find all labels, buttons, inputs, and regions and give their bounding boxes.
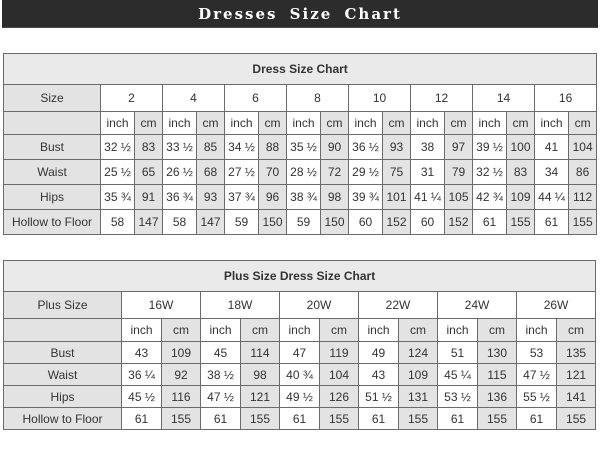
- unit-header-inch: inch: [438, 319, 478, 342]
- measurement-cell-cm: 104: [569, 135, 597, 160]
- measurement-cell-cm: 155: [507, 210, 535, 235]
- measurement-cell-inch: 45 ¼: [438, 364, 478, 386]
- measurement-cell-cm: 150: [321, 210, 349, 235]
- measurement-cell-inch: 39 ½: [473, 135, 507, 160]
- size-header: 8: [287, 85, 349, 112]
- measurement-cell-cm: 85: [197, 135, 225, 160]
- measurement-cell-inch: 38: [411, 135, 445, 160]
- measurement-cell-inch: 38 ¾: [287, 185, 321, 210]
- measurement-cell-inch: 40 ¾: [280, 364, 320, 386]
- measurement-cell-cm: 152: [445, 210, 473, 235]
- unit-row-spacer: [4, 112, 101, 135]
- tables-container: [3, 53, 597, 430]
- measurement-cell-inch: 36 ¼: [122, 364, 162, 386]
- size-header: 4: [163, 85, 225, 112]
- row-label: Bust: [4, 135, 101, 160]
- unit-header-cm: cm: [135, 112, 163, 135]
- measurement-cell-inch: 61: [438, 408, 478, 430]
- measurement-cell-inch: 60: [349, 210, 383, 235]
- measurement-cell-inch: 47 ½: [517, 364, 557, 386]
- unit-header-inch: inch: [225, 112, 259, 135]
- row-label: Hollow to Floor: [4, 408, 122, 430]
- page-title: Dresses Size Chart: [198, 4, 402, 23]
- row-label: Waist: [4, 160, 101, 185]
- plus-size-chart-table: [3, 260, 596, 430]
- measurement-cell-cm: 147: [135, 210, 163, 235]
- size-header: 2: [101, 85, 163, 112]
- row-label: Waist: [4, 364, 122, 386]
- measurement-cell-inch: 36 ¾: [163, 185, 197, 210]
- measurement-cell-cm: 90: [321, 135, 349, 160]
- measurement-cell-cm: 83: [507, 160, 535, 185]
- measurement-cell-cm: 92: [162, 364, 201, 386]
- measurement-cell-cm: 86: [569, 160, 597, 185]
- size-row-label: Size: [4, 85, 101, 112]
- measurement-cell-cm: 65: [135, 160, 163, 185]
- measurement-cell-cm: 72: [321, 160, 349, 185]
- measurement-cell-inch: 43: [122, 342, 162, 364]
- measurement-cell-inch: 61: [473, 210, 507, 235]
- measurement-cell-inch: 53 ½: [438, 386, 478, 408]
- measurement-cell-inch: 61: [359, 408, 399, 430]
- unit-header-inch: inch: [359, 319, 399, 342]
- unit-header-inch: inch: [287, 112, 321, 135]
- measurement-cell-inch: 42 ¾: [473, 185, 507, 210]
- measurement-cell-inch: 61: [517, 408, 557, 430]
- unit-header-cm: cm: [399, 319, 438, 342]
- measurement-cell-inch: 35 ½: [287, 135, 321, 160]
- measurement-cell-inch: 34 ½: [225, 135, 259, 160]
- measurement-cell-inch: 25 ½: [101, 160, 135, 185]
- measurement-cell-inch: 58: [101, 210, 135, 235]
- measurement-cell-cm: 109: [399, 364, 438, 386]
- measurement-cell-inch: 26 ½: [163, 160, 197, 185]
- measurement-cell-inch: 33 ½: [163, 135, 197, 160]
- measurement-cell-inch: 61: [122, 408, 162, 430]
- unit-header-cm: cm: [557, 319, 596, 342]
- measurement-cell-inch: 44 ¼: [535, 185, 569, 210]
- measurement-cell-cm: 155: [320, 408, 359, 430]
- measurement-cell-cm: 97: [445, 135, 473, 160]
- measurement-cell-inch: 27 ½: [225, 160, 259, 185]
- unit-header-inch: inch: [535, 112, 569, 135]
- measurement-cell-inch: 61: [280, 408, 320, 430]
- measurement-cell-cm: 135: [557, 342, 596, 364]
- unit-header-inch: inch: [101, 112, 135, 135]
- size-header: 12: [411, 85, 473, 112]
- measurement-cell-cm: 150: [259, 210, 287, 235]
- measurement-cell-cm: 152: [383, 210, 411, 235]
- size-header: 14: [473, 85, 535, 112]
- size-header: 16W: [122, 292, 201, 319]
- row-label: Hollow to Floor: [4, 210, 101, 235]
- measurement-cell-inch: 28 ½: [287, 160, 321, 185]
- unit-header-cm: cm: [383, 112, 411, 135]
- measurement-cell-cm: 130: [478, 342, 517, 364]
- unit-header-cm: cm: [241, 319, 280, 342]
- measurement-cell-cm: 109: [162, 342, 201, 364]
- page-header: [2, 0, 598, 28]
- measurement-cell-cm: 119: [320, 342, 359, 364]
- measurement-cell-cm: 109: [507, 185, 535, 210]
- measurement-cell-cm: 155: [569, 210, 597, 235]
- measurement-cell-inch: 49 ½: [280, 386, 320, 408]
- measurement-cell-cm: 155: [241, 408, 280, 430]
- measurement-cell-cm: 121: [557, 364, 596, 386]
- measurement-cell-inch: 59: [225, 210, 259, 235]
- size-row-label: Plus Size: [4, 292, 122, 319]
- measurement-cell-inch: 31: [411, 160, 445, 185]
- unit-header-inch: inch: [349, 112, 383, 135]
- measurement-cell-inch: 41: [535, 135, 569, 160]
- size-header: 16: [535, 85, 597, 112]
- size-header: 18W: [201, 292, 280, 319]
- unit-header-cm: cm: [259, 112, 287, 135]
- measurement-cell-inch: 47 ½: [201, 386, 241, 408]
- dress-size-chart-table: [3, 53, 597, 235]
- size-header: 6: [225, 85, 287, 112]
- measurement-cell-inch: 51 ½: [359, 386, 399, 408]
- measurement-cell-cm: 126: [320, 386, 359, 408]
- measurement-cell-cm: 141: [557, 386, 596, 408]
- unit-row-spacer: [4, 319, 122, 342]
- measurement-cell-cm: 136: [478, 386, 517, 408]
- measurement-cell-inch: 53: [517, 342, 557, 364]
- measurement-cell-cm: 88: [259, 135, 287, 160]
- measurement-cell-inch: 43: [359, 364, 399, 386]
- unit-header-inch: inch: [411, 112, 445, 135]
- measurement-cell-inch: 35 ¾: [101, 185, 135, 210]
- measurement-cell-cm: 70: [259, 160, 287, 185]
- measurement-cell-inch: 37 ¾: [225, 185, 259, 210]
- measurement-cell-inch: 60: [411, 210, 445, 235]
- measurement-cell-inch: 39 ¾: [349, 185, 383, 210]
- measurement-cell-cm: 131: [399, 386, 438, 408]
- unit-header-cm: cm: [197, 112, 225, 135]
- row-label: Bust: [4, 342, 122, 364]
- measurement-cell-cm: 121: [241, 386, 280, 408]
- measurement-cell-cm: 93: [383, 135, 411, 160]
- measurement-cell-cm: 68: [197, 160, 225, 185]
- size-header: 26W: [517, 292, 596, 319]
- measurement-cell-inch: 32 ½: [101, 135, 135, 160]
- unit-header-inch: inch: [280, 319, 320, 342]
- measurement-cell-inch: 41 ¼: [411, 185, 445, 210]
- unit-header-inch: inch: [122, 319, 162, 342]
- measurement-cell-cm: 104: [320, 364, 359, 386]
- measurement-cell-inch: 38 ½: [201, 364, 241, 386]
- table-title: Plus Size Dress Size Chart: [4, 261, 596, 292]
- measurement-cell-cm: 100: [507, 135, 535, 160]
- measurement-cell-cm: 155: [557, 408, 596, 430]
- measurement-cell-inch: 29 ½: [349, 160, 383, 185]
- measurement-cell-cm: 96: [259, 185, 287, 210]
- measurement-cell-inch: 49: [359, 342, 399, 364]
- measurement-cell-cm: 147: [197, 210, 225, 235]
- measurement-cell-inch: 59: [287, 210, 321, 235]
- measurement-cell-cm: 75: [383, 160, 411, 185]
- measurement-cell-inch: 45: [201, 342, 241, 364]
- row-label: Hips: [4, 185, 101, 210]
- measurement-cell-inch: 45 ½: [122, 386, 162, 408]
- measurement-cell-cm: 155: [399, 408, 438, 430]
- unit-header-inch: inch: [473, 112, 507, 135]
- unit-header-cm: cm: [507, 112, 535, 135]
- size-header: 22W: [359, 292, 438, 319]
- measurement-cell-inch: 47: [280, 342, 320, 364]
- measurement-cell-inch: 36 ½: [349, 135, 383, 160]
- measurement-cell-cm: 79: [445, 160, 473, 185]
- measurement-cell-inch: 55 ½: [517, 386, 557, 408]
- unit-header-inch: inch: [163, 112, 197, 135]
- size-header: 24W: [438, 292, 517, 319]
- measurement-cell-cm: 101: [383, 185, 411, 210]
- measurement-cell-cm: 91: [135, 185, 163, 210]
- measurement-cell-cm: 116: [162, 386, 201, 408]
- row-label: Hips: [4, 386, 122, 408]
- measurement-cell-inch: 61: [535, 210, 569, 235]
- unit-header-cm: cm: [162, 319, 201, 342]
- unit-header-cm: cm: [569, 112, 597, 135]
- measurement-cell-inch: 61: [201, 408, 241, 430]
- measurement-cell-inch: 51: [438, 342, 478, 364]
- table-title: Dress Size Chart: [4, 54, 597, 85]
- unit-header-inch: inch: [517, 319, 557, 342]
- measurement-cell-cm: 93: [197, 185, 225, 210]
- measurement-cell-inch: 32 ½: [473, 160, 507, 185]
- measurement-cell-cm: 114: [241, 342, 280, 364]
- measurement-cell-cm: 112: [569, 185, 597, 210]
- measurement-cell-inch: 34: [535, 160, 569, 185]
- size-header: 20W: [280, 292, 359, 319]
- measurement-cell-cm: 124: [399, 342, 438, 364]
- measurement-cell-cm: 98: [321, 185, 349, 210]
- unit-header-cm: cm: [478, 319, 517, 342]
- measurement-cell-cm: 155: [162, 408, 201, 430]
- measurement-cell-cm: 115: [478, 364, 517, 386]
- unit-header-inch: inch: [201, 319, 241, 342]
- unit-header-cm: cm: [445, 112, 473, 135]
- measurement-cell-cm: 83: [135, 135, 163, 160]
- measurement-cell-cm: 105: [445, 185, 473, 210]
- measurement-cell-inch: 58: [163, 210, 197, 235]
- measurement-cell-cm: 98: [241, 364, 280, 386]
- measurement-cell-cm: 155: [478, 408, 517, 430]
- unit-header-cm: cm: [321, 112, 349, 135]
- size-header: 10: [349, 85, 411, 112]
- unit-header-cm: cm: [320, 319, 359, 342]
